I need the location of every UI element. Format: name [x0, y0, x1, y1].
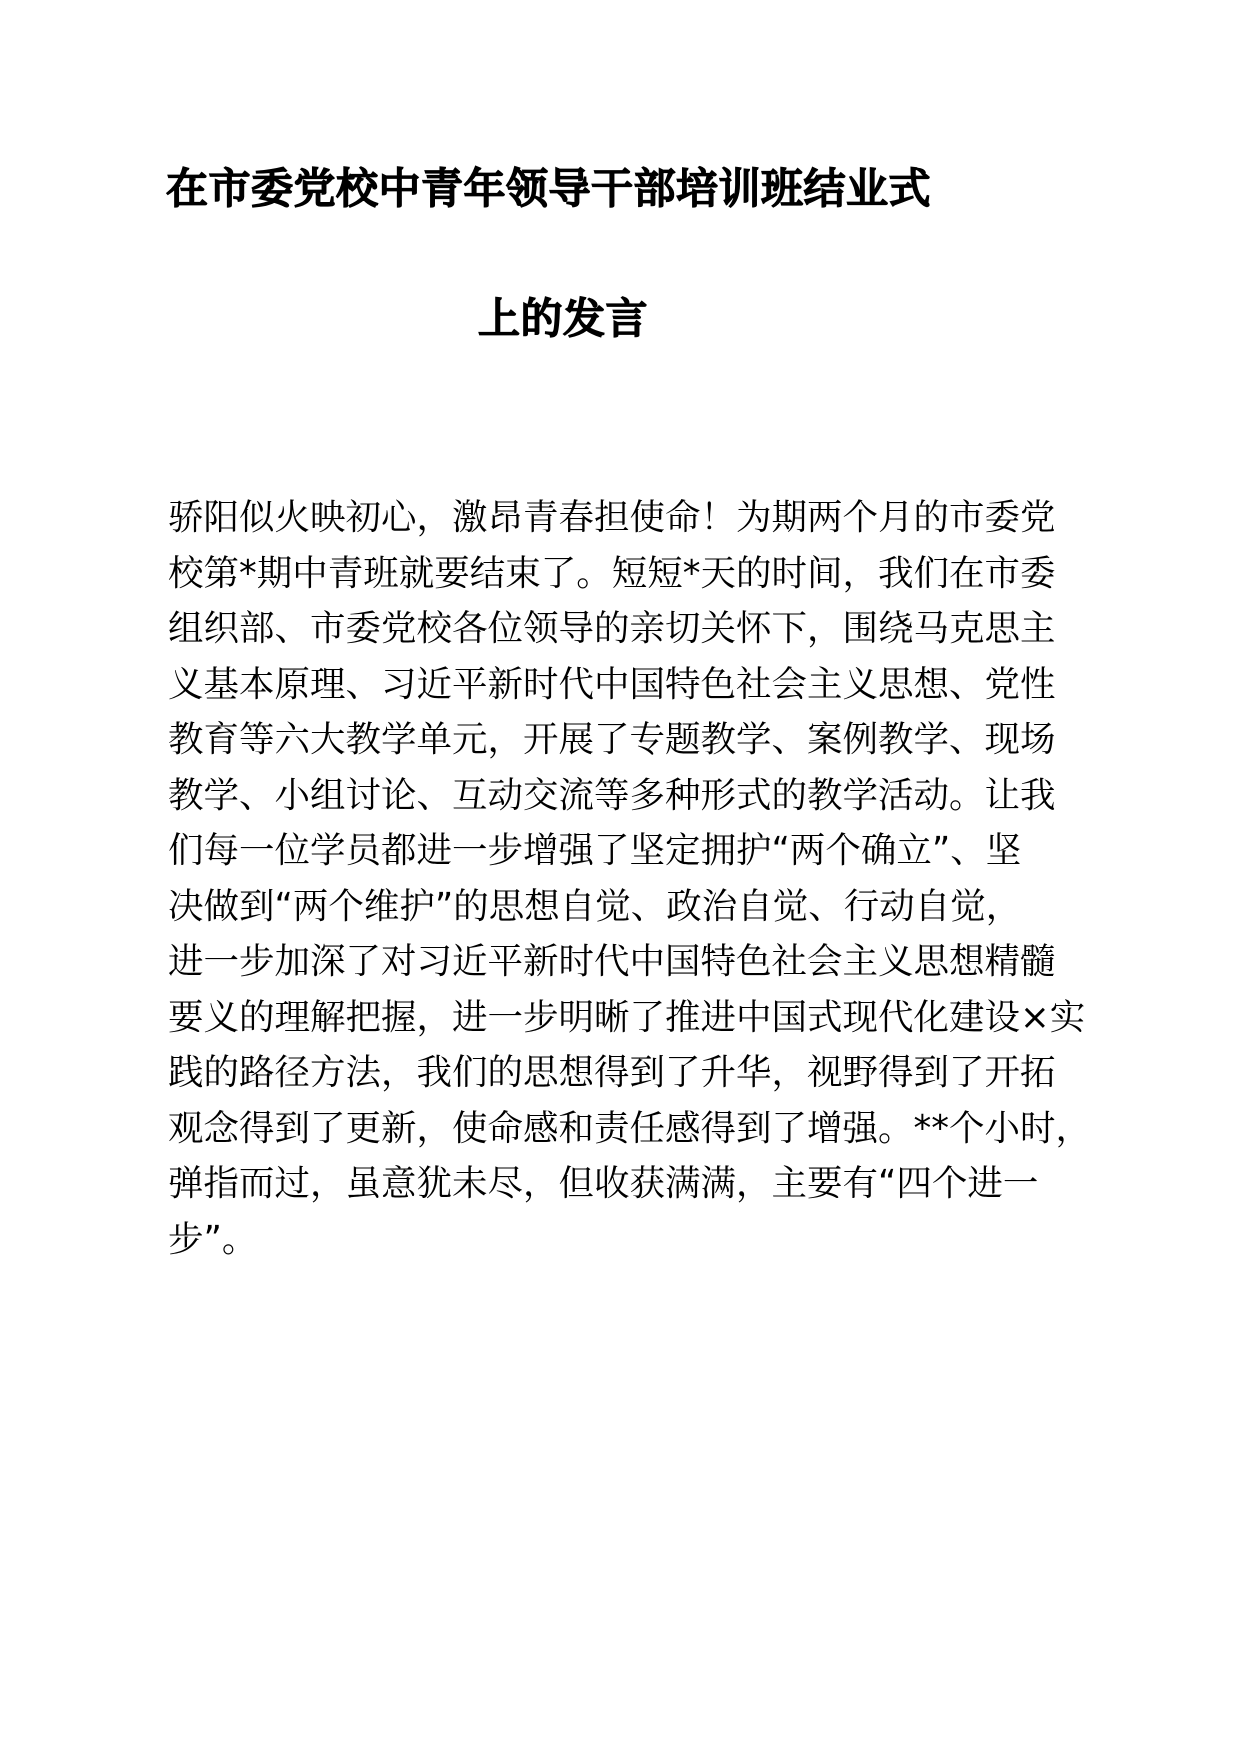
body-line: 要义的理解把握，进一步明晰了推进中国式现代化建设×实 — [168, 996, 1086, 1038]
body-line: 践的路径方法，我们的思想得到了升华，视野得到了开拓 — [168, 1052, 1056, 1093]
body-line: 教学、小组讨论、互动交流等多种形式的教学活动。让我 — [168, 774, 1056, 816]
document-body — [168, 490, 1092, 1267]
document-title-line-2: 上的发言 — [477, 294, 648, 343]
body-line: 们每一位学员都进一步增强了坚定拥护“两个确立”、坚 — [168, 830, 1022, 871]
body-line: 观念得到了更新，使命感和责任感得到了增强。**个小时， — [168, 1107, 1092, 1149]
body-paragraph-1 — [168, 490, 1092, 1267]
document-title — [166, 0, 958, 343]
document-title-line-1: 在市委党校中青年领导干部培训班结业式 — [166, 164, 932, 213]
page-content — [166, 0, 1092, 1267]
body-line: 决做到“两个维护”的思想自觉、政治自觉、行动自觉， — [168, 885, 1022, 927]
body-line: 教育等六大教学单元，开展了专题教学、案例教学、现场 — [168, 719, 1056, 760]
body-line: 义基本原理、习近平新时代中国特色社会主义思想、党性 — [168, 663, 1056, 705]
body-line: 弹指而过，虽意犹未尽，但收获满满，主要有“四个进一 — [168, 1163, 1039, 1204]
body-line: 骄阳似火映初心，激昂青春担使命！为期两个月的市委党 — [168, 497, 1056, 538]
body-line: 组织部、市委党校各位领导的亲切关怀下，围绕马克思主 — [168, 608, 1056, 649]
body-line: 步”。 — [168, 1218, 258, 1260]
body-line: 进一步加深了对习近平新时代中国特色社会主义思想精髓 — [168, 941, 1056, 982]
body-line: 校第*期中青班就要结束了。短短*天的时间，我们在市委 — [168, 552, 1056, 594]
